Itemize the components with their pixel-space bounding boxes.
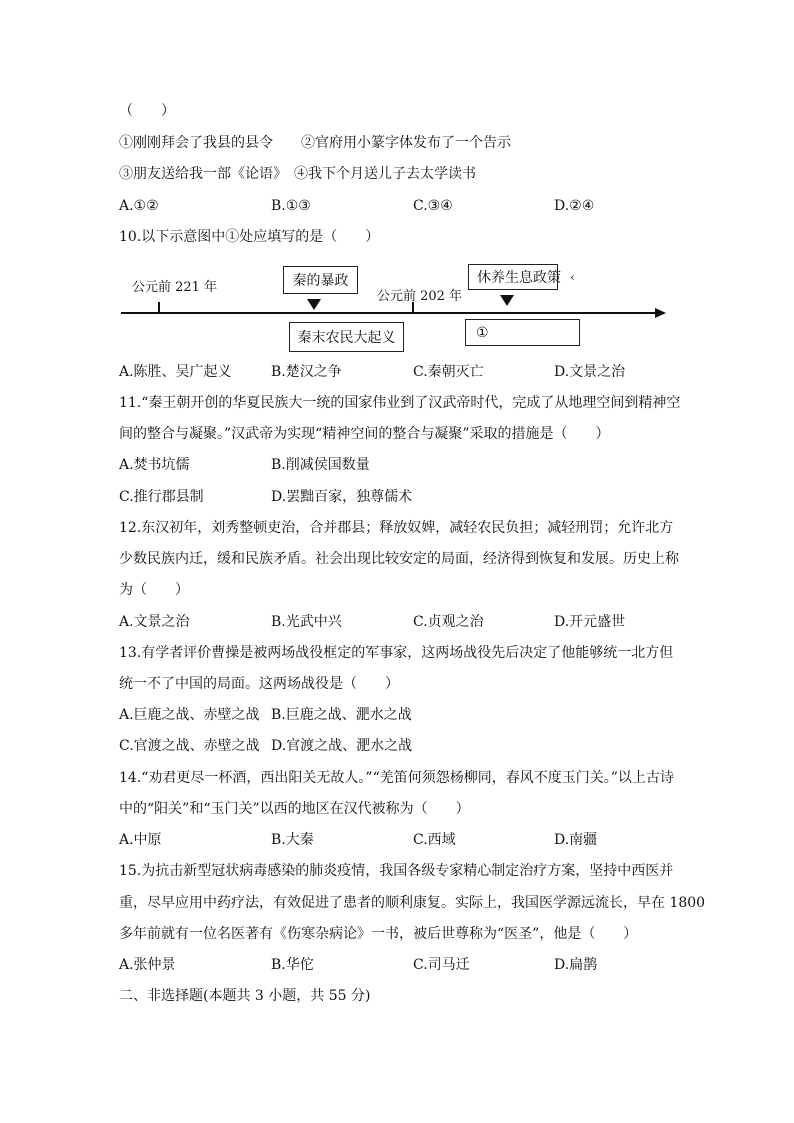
- q14-line1: 14.“劝君更尽一杯酒，西出阳关无故人。”“羌笛何须怨杨柳同，春风不度玉门关。”以上古诗: [119, 770, 674, 786]
- q12-option-a[interactable]: A.文景之治: [119, 614, 190, 630]
- q13-options-row2: [119, 736, 719, 756]
- q10-option-a[interactable]: A.陈胜、吴广起义: [119, 364, 232, 380]
- q12-option-b[interactable]: B.光武中兴: [271, 614, 342, 630]
- q12-option-c[interactable]: C.贞观之治: [413, 614, 484, 630]
- q13-option-d[interactable]: D.官渡之战、淝水之战: [271, 738, 413, 754]
- q9-options: [119, 196, 719, 216]
- q10-stem: 10.以下示意图中①处应填写的是（ ）: [119, 229, 380, 245]
- box-blank-1: [465, 319, 580, 346]
- timeline-label-221bc: 公元前 221 年: [132, 280, 218, 295]
- q14-options: [119, 830, 719, 850]
- q13-option-c[interactable]: C.官渡之战、赤壁之战: [119, 738, 260, 754]
- timeline-label-202bc: 公元前 202 年: [377, 289, 463, 304]
- q15-options: [119, 955, 719, 975]
- q15-line2: 重，尽早应用中药疗法，有效促进了患者的顺利康复。实际上，我国医学源远流长，早在 1800: [119, 895, 706, 911]
- q12-line3: 为（ ）: [119, 582, 189, 598]
- q11-options-row1: [119, 455, 719, 475]
- q11-line1: 11.“秦王朝开创的华夏民族大一统的国家伟业到了汉武帝时代，完成了从地理空间到精神空: [119, 395, 681, 411]
- q11-line2: 间的整合与凝聚。”汉武帝为实现“精神空间的整合与凝聚”采取的措施是（ ）: [119, 426, 610, 442]
- q15-option-a[interactable]: A.张仲景: [119, 957, 176, 973]
- q13-line2: 统一不了中国的局面。这两场战役是（ ）: [119, 676, 399, 692]
- q11-option-a[interactable]: A.焚书坑儒: [119, 457, 190, 473]
- box-blank-label: ①: [476, 324, 489, 341]
- section-2-heading: 二、非选择题(本题共 3 小题，共 55 分): [119, 988, 371, 1004]
- q9-option-d[interactable]: D.②④: [554, 198, 595, 214]
- q11-option-c[interactable]: C.推行郡县制: [119, 489, 204, 505]
- q13-option-b[interactable]: B.巨鹿之战、淝水之战: [271, 707, 412, 723]
- q14-line2: 中的“阳关”和“玉门关”以西的地区在汉代被称为（ ）: [119, 801, 470, 817]
- box-peasant-uprising: 秦末农民大起义: [289, 322, 404, 352]
- timeline-diagram: [0, 258, 794, 358]
- q10-option-c[interactable]: C.秦朝灭亡: [413, 364, 484, 380]
- q14-option-d[interactable]: D.南疆: [554, 832, 598, 848]
- q15-option-b[interactable]: B.华佗: [271, 957, 314, 973]
- arrow-down-icon: [500, 295, 514, 306]
- q9-option-b[interactable]: B.①③: [271, 198, 311, 214]
- arrow-down-icon: [307, 299, 321, 310]
- box-recuperation-tail: ‹: [570, 270, 575, 284]
- q13-line1: 13.有学者评价曹操是被两场战役框定的军事家，这两场战役先后决定了他能够统一北方但: [119, 645, 674, 661]
- q10-options: [119, 362, 719, 382]
- q15-option-c[interactable]: C.司马迁: [413, 957, 470, 973]
- q9-option-c[interactable]: C.③④: [413, 198, 453, 214]
- box-recuperation-policy: [468, 264, 561, 290]
- q11-options-row2: [119, 487, 719, 507]
- q15-line1: 15.为抗击新型冠状病毒感染的肺炎疫情，我国各级专家精心制定治疗方案，坚持中西医并: [119, 863, 674, 879]
- box-qin-tyranny: 秦的暴政: [283, 266, 358, 294]
- q12-line1: 12.东汉初年，刘秀整顿吏治，合并郡县；释放奴婢，减轻农民负担；减轻刑罚；允许北方: [119, 520, 674, 536]
- q15-option-d[interactable]: D.扁鹊: [554, 957, 598, 973]
- q10-option-d[interactable]: D.文景之治: [554, 364, 626, 380]
- box-recuperation-label: 休养生息政策: [477, 270, 561, 286]
- q14-option-a[interactable]: A.中原: [119, 832, 162, 848]
- q12-options: [119, 612, 719, 632]
- q9-items-line2: ③朋友送给我一部《论语》 ④我下个月送儿子去太学读书: [119, 166, 476, 182]
- q14-option-b[interactable]: B.大秦: [271, 832, 314, 848]
- q9-option-a[interactable]: A.①②: [119, 198, 159, 214]
- q9-items-line1: ①刚刚拜会了我县的县令 ②官府用小篆字体发布了一个告示: [119, 135, 511, 151]
- q13-options-row1: [119, 705, 719, 725]
- q11-option-b[interactable]: B.削减侯国数量: [271, 457, 370, 473]
- q15-line3: 多年前就有一位名医著有《伤寒杂病论》一书，被后世尊称为“医圣”，他是（ ）: [119, 926, 638, 942]
- q14-option-c[interactable]: C.西域: [413, 832, 456, 848]
- q12-option-d[interactable]: D.开元盛世: [554, 614, 626, 630]
- q9-stem-end: （ ）: [119, 103, 175, 119]
- q11-option-d[interactable]: D.罢黜百家，独尊儒术: [271, 489, 413, 505]
- q10-option-b[interactable]: B.楚汉之争: [271, 364, 342, 380]
- q13-option-a[interactable]: A.巨鹿之战、赤壁之战: [119, 707, 260, 723]
- q12-line2: 少数民族内迁，缓和民族矛盾。社会出现比较安定的局面，经济得到恢复和发展。历史上称: [119, 551, 679, 567]
